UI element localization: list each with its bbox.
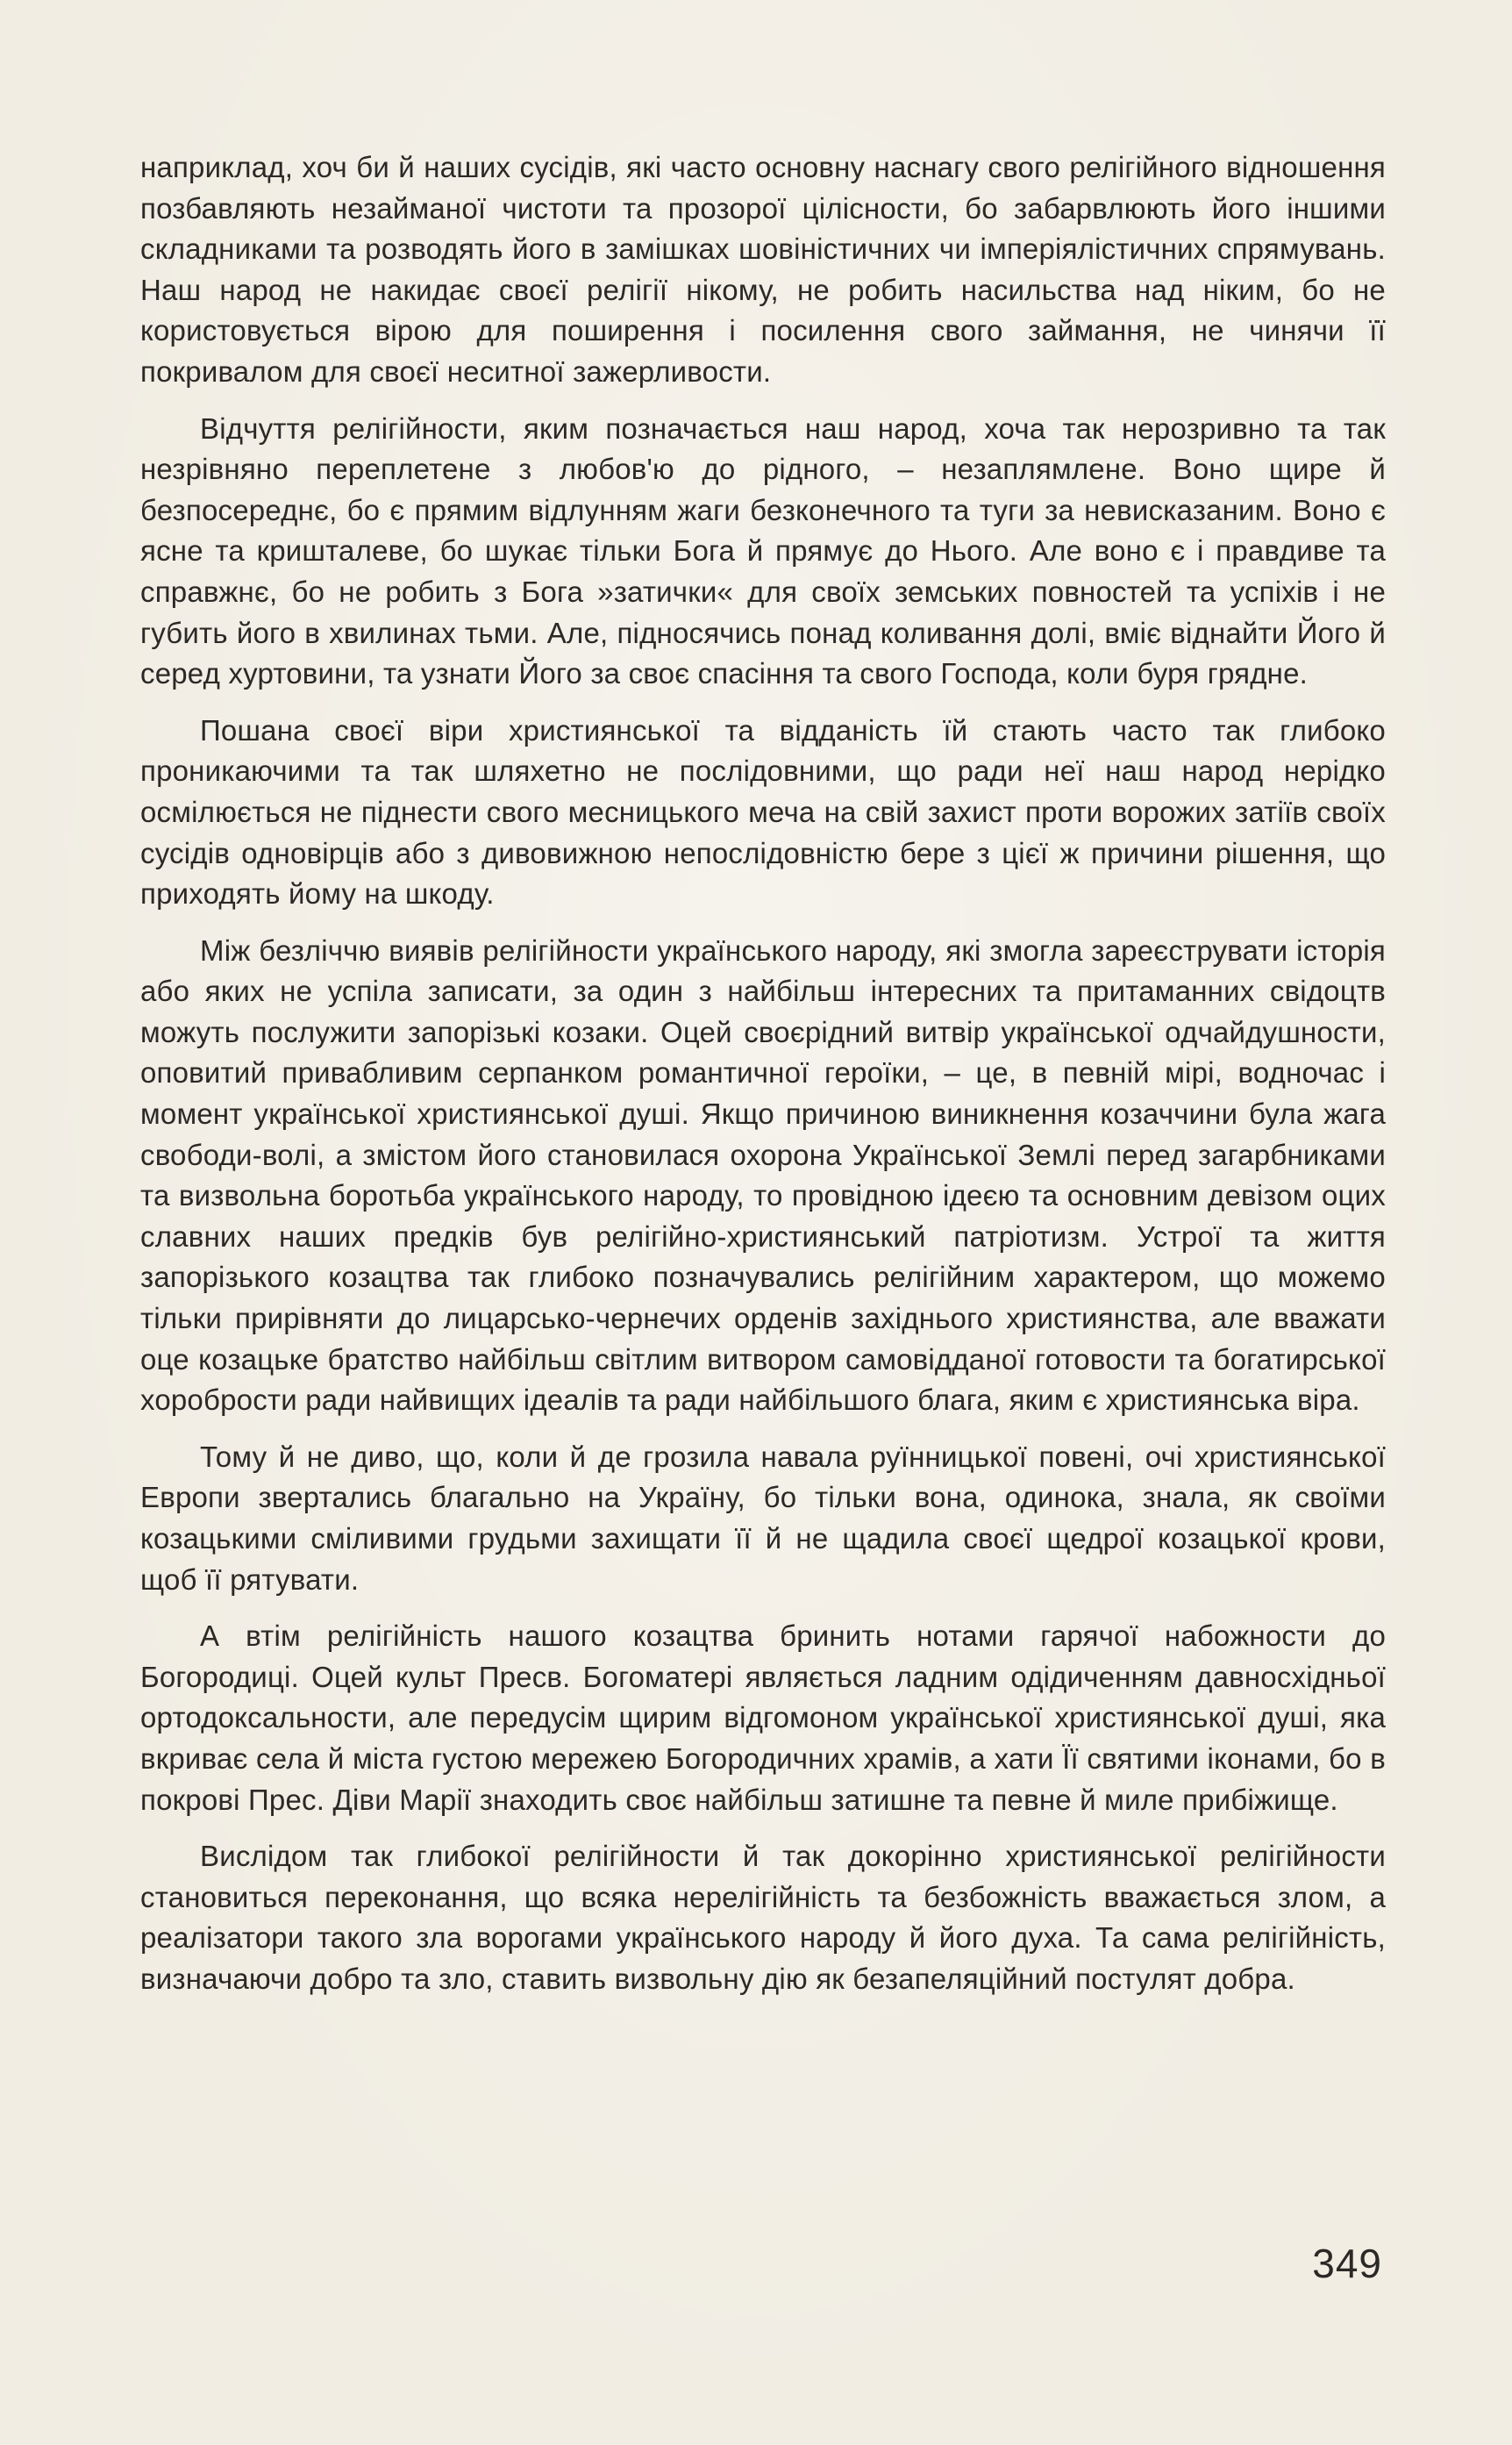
paragraph-2: Відчуття релігійности, яким позначається наш народ, хоча так нерозривно та так незрівняно переплетене з любов'ю до рідного, – незаплямлене. Воно щире й безпосереднє, бо є прямим відлунням жаги безконечного та туги за невисказаним. Воно є ясне та кришталеве, бо шукає тільки Бога й прямує до Нього. Але воно є і правдиве та справжнє, бо не робить з Бога »затички« для своїх земських повностей та успіхів і не губить його в хвилинах тьми. Але, підносячись понад коливання долі, вміє віднайти Його й серед хуртовини, та узнати Його за своє спасіння та свого Господа, коли буря грядне.	[140, 411, 1386, 690]
paragraph-5: Тому й не диво, що, коли й де грозила навала руїнницької повені, очі християнської Европи звертались благально на Україну, бо тільки вона, одинока, знала, як своїми козацькими сміливими грудьми захищати її й не щадила своєї щедрої козацької крови, щоб її рятувати.	[140, 1440, 1386, 1596]
paragraph-3: Пошана своєї віри християнської та відданість їй стають часто так глибоко проникаючими та так шляхетно не послідовними, що ради неї наш народ нерідко осмілюється не піднести свого месницького меча на свій захист проти ворожих затіїв своїх сусідів одновірців або з дивовижною непослідовністю бере з цієї ж причини рішення, що приходять йому на шкоду.	[140, 713, 1386, 911]
paragraph-4: Між безліччю виявів релігійности українського народу, які змогла зареєструвати історія або яких не успіла записати, за один з найбільш інтересних та притаманних свідоцтв можуть послужити запорізькі козаки. Оцей своєрідний витвір української одчайдушности, оповитий привабливим серпанком романтичної героїки, – це, в певній мірі, водночас і момент української християнської душі. Якщо причиною виникнення козаччини була жага свободи-волі, а змістом його становилася охорона Української Землі перед загарбниками та визвольна боротьба українського народу, то провідною ідеєю та основним девізом оцих славних наших предків був релігійно-християнський патріотизм. Устрої та життя запорізького козацтва так глибоко позначувались релігійним характером, що можемо тільки прирівняти до лицарсько-чернечих орденів західнього християнства, але вважати оце козацьке братство найбільш світлим витвором самовідданої готовости та богатирської хоробрости ради найвищих ідеалів та ради найбільшого блага, яким є християнська віра.	[140, 933, 1386, 1417]
page-number: 349	[1312, 2241, 1382, 2286]
paragraph-1: наприклад, хоч би й наших сусідів, які часто основну наснагу свого релігійного відношення позбавляють незайманої чистоти та прозорої цілісности, бо забарвлюють його іншими складниками та розводять його в замішках шовіністичних чи імперіялістичних спрямувань. Наш народ не накидає своєї релігії нікому, не робить насильства над ніким, бо не користовується вірою для поширення і посилення свого займання, не чинячи її покривалом для своєї неситної зажерливости.	[140, 151, 1386, 388]
paragraph-7: Вислідом так глибокої релігійности й так докорінно християнської релігійности становиться переконання, що всяка нерелігійність та безбожність вважається злом, а реалізатори такого зла ворогами українського народу й його духа. Та сама релігійність, визначаючи добро та зло, ставить визвольну дію як безапеляційний постулят добра.	[140, 1840, 1386, 1995]
body-text	[140, 147, 1386, 2016]
paragraph-6: А втім релігійність нашого козацтва бринить нотами гарячої набожности до Богородиці. Оцей культ Пресв. Богоматері являється ладним одідиченням давносхідньої ортодоксальности, але передусім щирим відгомоном української християнської душі, яка вкриває села й міста густою мережею Богородичних храмів, а хати Її святими іконами, бо в покрові Прес. Діви Марії знаходить своє найбільш затишне та певне й миле прибіжище.	[140, 1619, 1386, 1816]
